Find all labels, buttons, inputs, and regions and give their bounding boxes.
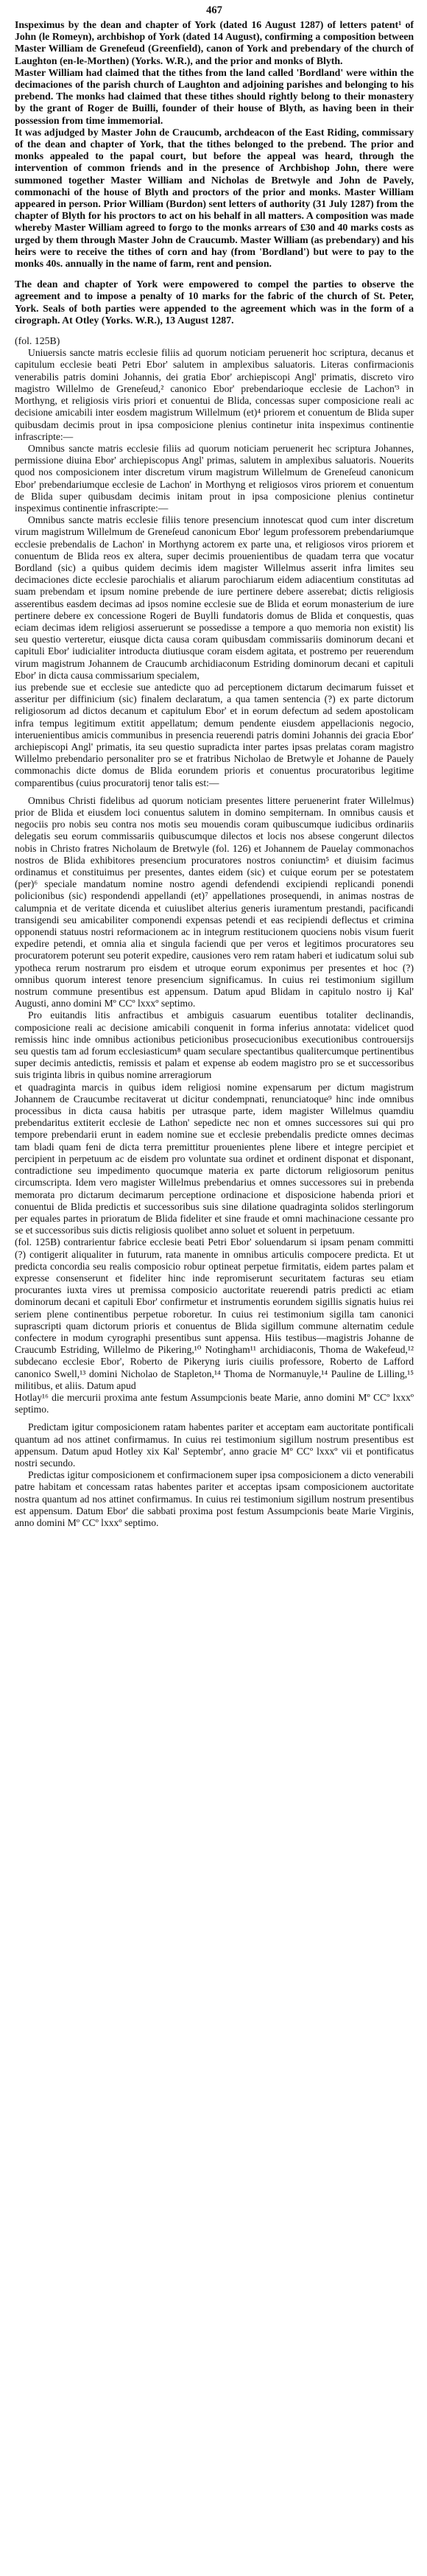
latin-paragraph: et quadraginta marcis in quibus idem religiosi nomine expensarum per dictum magistrum Johannem de Craucumbe recitaverat ut dicitur condempnati, renunciatoque⁹ hinc inde omnibus processibus in dicta causa habitis per utrasque parte, idem magister Willelmus quamdiu prebendaritus extiterit ecclesie de Lathon' sepedicte nec non et omnes successores sui qui pro tempore prebendarii erunt in eadem nomine sue et ecclesie prebendalis predicte omnes decimas tam bladi quam feni de dicta terra premittitur prouenientes plene libere et integre percipiet et percipient in perpetuum ac de eisdem pro voluntate sua ordinet et ordinent disponat et disponant, contradictione seu impedimento quocumque materia ex parte dictorum religiosorum penitus circumscripta. Idem vero magister Willelmus prebendarius et omnes successores sui in prebenda memorata pro dictarum decimarum perceptione ordinacione et disposicione habenda priori et conuentui de Blida predictis et successoribus suis sine dilatione quadraginta solidos sterlingorum per equales partes in prioratum de Blida fideliter et sine fraude et omni machinacione cessante pro se et successoribus suis dictis religiosis quolibet anno soluet et soluent in perpetuum. xyxy=(15,1081,414,1236)
summary-paragraph: Inspeximus by the dean and chapter of York (dated 16 August 1287) of letters patent¹ of John (le Romeyn), archbishop of York (dated 14 August), confirming a composition between Master William de Greneſeud (Greenfield), canon of York and prebendary of the church of Laughton (en-le-Morthen) (Yorks. W.R.), and the prior and monks of Blyth. xyxy=(15,19,414,66)
summary-paragraph: Master William had claimed that the tithes from the land called 'Bordland' were within the decimaciones of the parish church of Laughton and adjoining parishes and belonging to his prebend. The monks had claimed that these tithes should rightly belong to their monastery by the grant of Roger de Builli, founder of their house of Blyth, as having been in their possession from time immemorial. xyxy=(15,66,414,126)
latin-paragraph: Omnibus sancte matris ecclesie filiis tenore presencium innotescat quod cum inter discretum virum magistrum Willelmum de Greneſeud canonicum Ebor' legum professorem prebendariumque ecclesie prebendalis de Lachon' in Morthyng actorem ex parte una, et religiosos viros priorem et conuentum de Blida reos ex altera, super decimis prouenientibus de quadam terra que vocatur Bordland (sic) a quibus quidem decimis idem magister Willelmus asserit infra limites seu decimaciones dicte ecclesie parochialis et aliarum parochiarum eidem adiacentium constitutas ad suam prebendam et ipsum nomine prebende de iure pertinere debere asserebat; dictis religiosis asserentibus easdem decimas ad ipsos nomine ecclesie sue de Blida et eorum monasterium de iure pertinere debere ex concessione Rogeri de Buylli fundatoris domus de Blida et conquestis, quas eciam decimas idem religiosi asseruerunt se possedisse a tempore a quo memoria non existit) lis seu questio verteretur, eiusque dicta causa coram quibusdam commissariis dominorum decani et capituli Ebor' iudicialiter introducta diutiusque coram eisdem agitata, et postremo per reuerendum virum magistrum Johannem de Craucumb archidiaconum Estriding dominorum decani et capituli Ebor' in dicta causa commissarium specialem, xyxy=(15,514,414,681)
confirmation-paragraph: Predictas igitur composicionem et confirmacionem super ipsa composicionem a dicto venerabili patre habitam et concessam ratas habentes pariter et acceptas ipsam composicionem auctoritate nostra quantum ad nos attinet confirmamus. In cuius rei testimonium sigillum nostrum presentibus est appensum. Datum Ebor' die sabbati proxima post festum Assumpcionis beate Marie Virginis, anno domini Mº CCº lxxxº septimo. xyxy=(15,1469,414,1528)
confirmation-section xyxy=(15,1421,414,1529)
folio-reference: (fol. 125B) xyxy=(15,335,60,347)
dating-clause-section xyxy=(15,1392,414,1415)
page-number: 467 xyxy=(206,4,222,16)
commission-note: The dean and chapter of York were empowered to compel the parties to observe the agreement and to impose a penalty of 10 marks for the fabric of the church of St. Peter, York. Seals of both parties were appended to the agreement which was in the form of a cirograph. At Otley (Yorks. W.R.), 13 August 1287. xyxy=(15,279,414,326)
latin-text-section-b xyxy=(15,795,414,1392)
summary-paragraph: It was adjudged by Master John de Craucumb, archdeacon of the East Riding, commissary of the dean and chapter of York, that the tithes belonged to the prebend. The prior and monks appealed to the papal court, but before the appeal was heard, through the intervention of common friends and in the presence of Archbishop John, there were summoned together Master William and Nicholas de Bretwyle and John de Pavely, commonachi of the house of Blyth and proctors of the prior and monks. Master William appeared in person. Prior William (Burdon) sent letters of authority (31 July 1287) from the chapter of Blyth for his proctors to act on his behalf in all matters. A composition was made whereby Master William agreed to forgo to the monks arrears of £30 and 40 marks costs as urged by them through Master John de Craucumb. Master William (as prebendary) and his heirs were to receive the tithes of corn and hay (from 'Bordland') but were to pay to the monks 40s. annually in the name of farm, rent and pension. xyxy=(15,126,414,270)
latin-paragraph: Pro euitandis litis anfractibus et ambiguis casuarum euentibus totaliter declinandis, composicione reali ac decisione amicabili conquenit in forma inferius annotata: videlicet quod remissis hinc inde omnibus actionibus peticionibus prosecucionibus executionibus controuersijs seu questis tam ad forum ecclesiasticum⁸ quam seculare spectantibus qualitercumque pertinentibus super decimis antedictis, remissis et palam et expense ab eodem magistro pro se et successoribus suis triginta libris in quibus nomine arreragiorum xyxy=(15,1009,414,1081)
latin-paragraph: Uniuersis sancte matris ecclesie filiis ad quorum noticiam peruenerit hoc scriptura, decanus et capitulum ecclesie beati Petri Ebor' salutem in amplexibus saluatoris. Literas confirmacionis venerabilis patris domini Johannis, dei gratia Ebor' archiepiscopi Angl' primatis, discreto viro magistro Willelmo de Greneſeud,² canonico Ebor' prebendarioque ecclesie de Lachon'³ in Morthyng, et religiosis viris priori et conuentui de Blida, concessas super composicione reali ac decisione amicabili inter eosdem magistrum Willelmum (et)⁴ priorem et conuentum de Blida super quibusdam decimis prout in ipsa composicione plenius continetur inita inspeximus continentie infrascripte:— xyxy=(15,347,414,442)
summary-section xyxy=(15,19,414,270)
latin-paragraph: Omnibus sancte matris ecclesie filiis ad quorum noticiam peruenerit hec scriptura Johannes, permissione diuina Ebor' archiepiscopus Angl' primas, salutem in amplexibus saluatoris. Nouerits quod nos composicionem inter discretum virum magistrum Willelmum de Greneſeud canonicum Ebor' prebendariumque ecclesie de Lachon' in Morthyng et religiosos viros priorem et conuentum de Blida super quibusdam decimis initam prout in ipsa composicione plenius continetur inspeximus continentie infrascripte:— xyxy=(15,442,414,514)
latin-paragraph: Omnibus Christi fidelibus ad quorum noticiam presentes littere peruenerint frater Willelmus) prior de Blida et eiusdem loci conuentus salutem in domino sempiternam. In omnibus causis et negociis pro nobis seu contra nos motis seu mouendis coram quibuscumque iudicibus ordinariis delegatis seu eorum commissariis quibuscumque dilectos et locis nos absese congerunt dilectos nobis in Christo fratres Nicholaum de Bretwyle (fol. 126) et Johannem de Pauelay commonachos nostros de Blida exhibitores presencium procuratores nostros coniunctim⁵ et diuisim facimus ordinamus et constituimus per presentes, dantes eidem (sic) et cuique eorum per se potestatem (per)⁶ speciale mandatum nomine nostro agendi defendendi excipiendi replicandi ponendi policionibus (sic) respondendi appellandi (et)⁷ appellationes prosequendi, in animas nostras de calumpnia et de veritate dicenda et cuiuslibet alterius generis iuramentum prestandi, pacificandi transigendi seu amicabiliter componendi expensas petendi et eas recipiendi deflectus et crimina opponendi statuus nostri reformacionem ac in integrum restitucionem quociens nobis visum fuerit expedire petendi, et omnia alia et singula faciendi que per veros et legitimos procuratores seu procuratorem poterunt seu poterit expedire, causiones vero rem ratam haberi et iudicatum solui sub ypotheca rerum nostrarum pro eisdem et utroque eorum exponimus per presentes et hoc (?) omnibus quorum interest tenore presencium significamus. In cuius rei testimonium sigillum nostrum commune presentibus est appensum. Datum apud Blidam in capitulo nostro ij Kal' Augusti, anno domini Mº CCº lxxxº septimo. xyxy=(15,794,414,1009)
latin-paragraph: ius prebende sue et ecclesie sue antedicte quo ad perceptionem dictarum decimarum fuisset et asseritur per diffinicium (sic) finalem declaratum, a qua tamen sentencia (?) ex parte dictorum religiosorum ad dictos decanum et capitulum Ebor' et in eorum defectum ad sedem apostolicam infra tempus legitimum extitit appellatum; demum pendente eiusdem appellacionis negocio, interuenientibus amicis communibus in presencia reuerendi patris domini Johannis dei gracia Ebor' archiepiscopi Angl' primatis, ita seu questio supradicta inter partes ipsas prelatas coram magistro Willelmo prebendario personaliter pro se et fratribus Nicholao de Bretwyle et Johanne de Pauely commonachis dicte domus de Blida eorundem prioris et conuentus procuratoribus legitime comparentibus (cuius procuratorij tenor talis est:— xyxy=(15,681,414,788)
latin-paragraph: (fol. 125B) contrarientur fabrice ecclesie beati Petri Ebor' soluendarum si ipsam penam committi (?) contigerit aliqualiter in futurum, rata manente in omnibus articulis compocere predicta. Et ut predicta concordia seu realis composicio robur optineat perpetue firmitatis, eidem partes palam et expresse consenserunt et fideliter hinc inde repromiserunt securitatem facturas seu etiam procurantes iuxta vires ut premissa composicio auctoritate reuerendi patris predicti ac etiam dominorum decani et capituli Ebor' confirmetur et instrumentis eorundem sigillis signatis huius rei seriem plene continentibus perpetue roboretur. In cuius rei testimonium sigilla tam canonici suprascripti quam dictorum prioris et conuentus de Blida sigillum commune alternatim cedule confectere in modum cyrographi presentibus sunt appensa. Hiis testibus—magistris Johanne de Craucumb Estriding, Willelmo de Pikering,¹⁰ Notingham¹¹ archidiaconis, Thoma de Wakefeud,¹² subdecano ecclesie Ebor', Roberto de Pikeryng iuris ciuilis professore, Roberto de Lafford canonico Swell,¹³ domini Nicholao de Stapleton,¹⁴ Thoma de Normanuyle,¹⁴ Pauline de Lilling,¹⁵ militibus, et aliis. Datum apud xyxy=(15,1236,414,1391)
dating-clause: Hotlay¹⁶ die mercurii proxima ante festum Assumpcionis beate Marie, anno domini Mº CCº lxxxº septimo. xyxy=(15,1391,414,1415)
confirmation-paragraph: Predictam igitur composicionem ratam habentes pariter et acceptam eam auctoritate pontificali quantum ad nos attinet confirmamus. In cuius rei testimonium sigillum nostrum presentibus est appensum. Datum apud Hotley xix Kal' Septembr', anno gracie Mº CCº lxxxº vii et pontificatus nostri secundo. xyxy=(15,1421,414,1469)
latin-text-section-a xyxy=(15,347,414,789)
commission-note-section xyxy=(15,279,414,326)
